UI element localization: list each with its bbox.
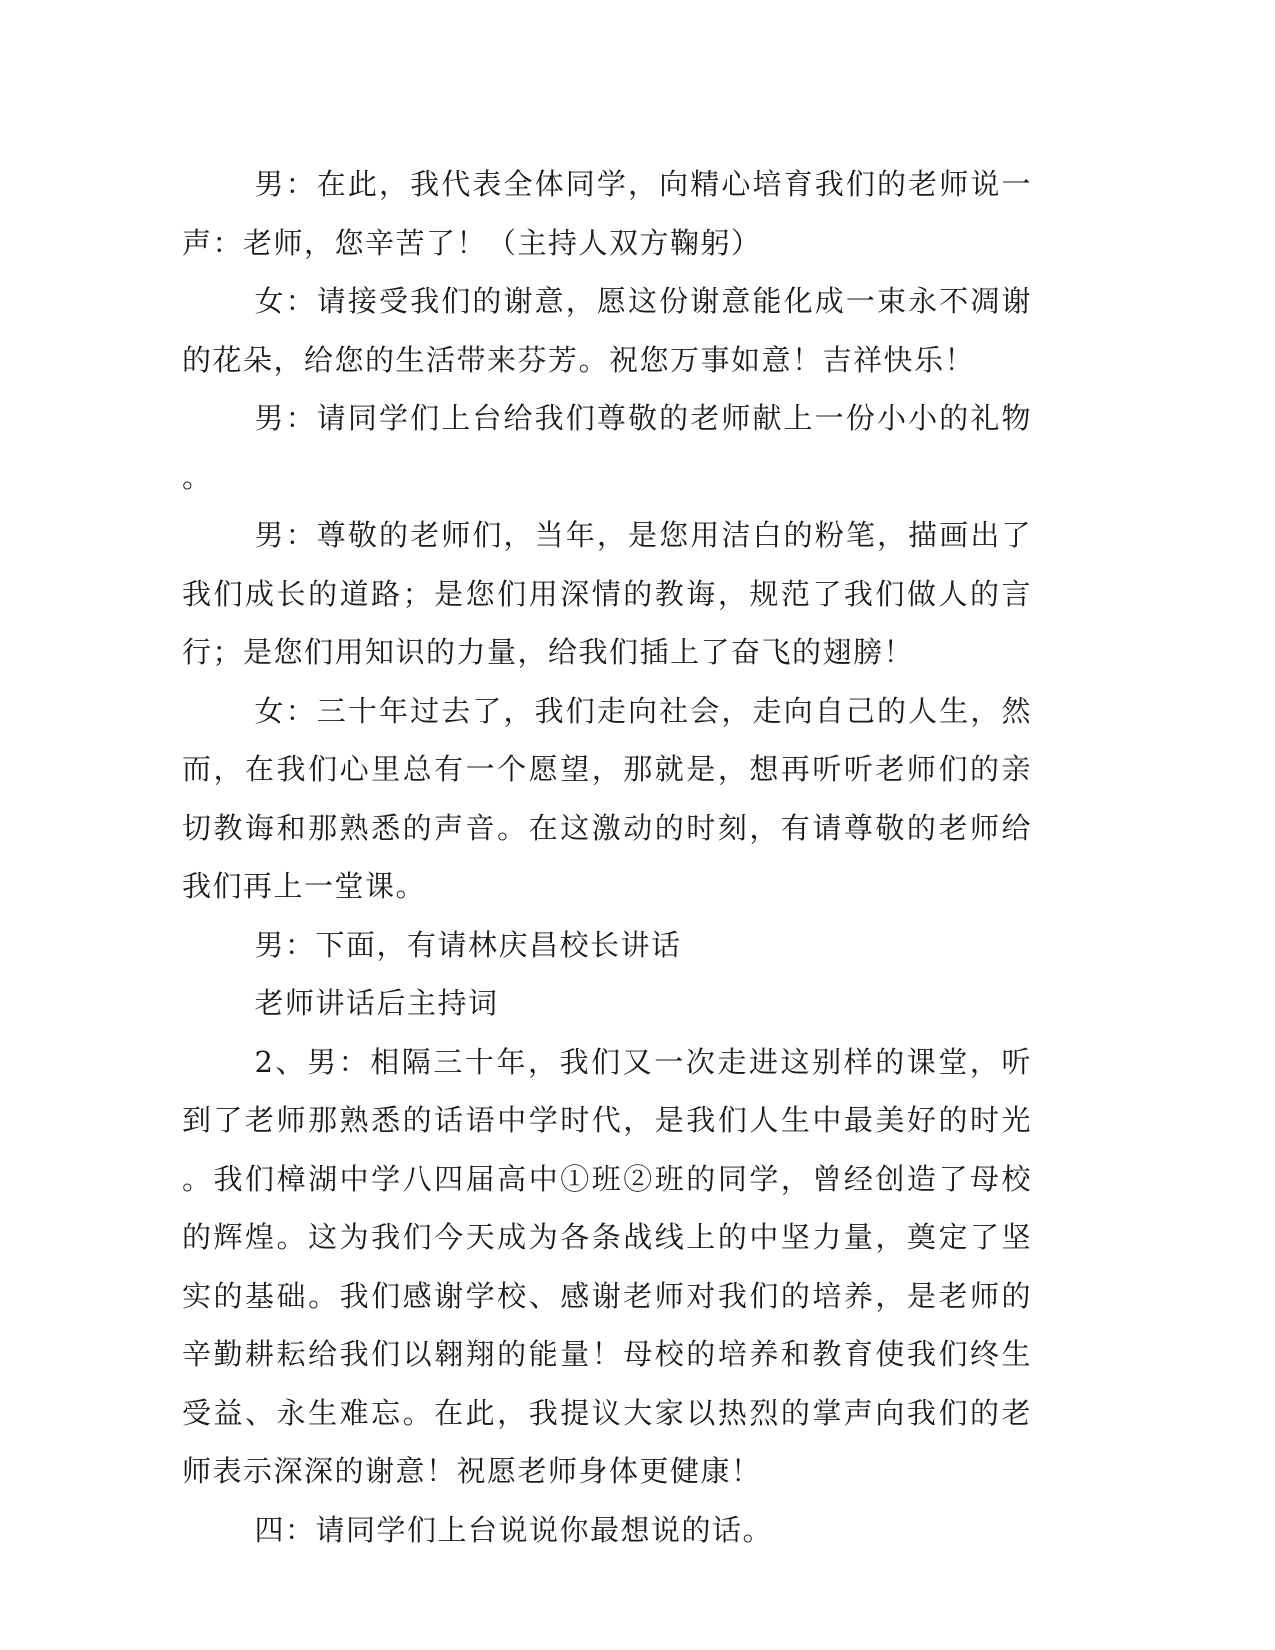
paragraph-thanks-teachers: 男：在此，我代表全体同学，向精心培育我们的老师说一声：老师，您辛苦了！（主持人双方鞠躬） — [182, 167, 1032, 260]
paragraph-thirty-years: 女：三十年过去了，我们走向社会，走向自己的人生，然而，在我们心里总有一个愿望，那就是，想再听听老师们的亲切教诲和那熟悉的声音。在这激动的时刻，有请尊敬的老师给我们再上一堂课。 — [182, 693, 1032, 903]
paragraph-students-speak: 四：请同学们上台说说你最想说的话。 — [254, 1512, 774, 1547]
paragraph-gratitude-flowers: 女：请接受我们的谢意，愿这份谢意能化成一束永不凋谢的花朵，给您的生活带来芬芳。祝您万事如意！吉祥快乐！ — [182, 284, 1032, 377]
paragraph-respected-teachers: 男：尊敬的老师们，当年，是您用洁白的粉笔，描画出了我们成长的道路；是您们用深情的教诲，规范了我们做人的言行；是您们用知识的力量，给我们插上了奋飞的翅膀！ — [182, 518, 1032, 669]
paragraph-classroom-again: 2、男：相隔三十年，我们又一次走进这别样的课堂，听到了老师那熟悉的话语中学时代，是我们人生中最美好的时光。我们樟湖中学八四届高中①班②班的同学，曾经创造了母校的辉煌。这为我们今天成为各条战线上的中坚力量，奠定了坚实的基础。我们感谢学校、感谢老师对我们的培养，是老师的辛勤耕耘给我们以翱翔的能量！母校的培养和教育使我们终生受益、永生难忘。在此，我提议大家以热烈的掌声向我们的老师表示深深的谢意！祝愿老师身体更健康！ — [182, 1044, 1032, 1488]
paragraph-section-heading: 老师讲话后主持词 — [254, 986, 499, 1020]
document-body — [182, 155, 1032, 1559]
paragraph-principal-speech: 男：下面，有请林庆昌校长讲话 — [254, 927, 682, 962]
paragraph-gift-invitation: 男：请同学们上台给我们尊敬的老师献上一份小小的礼物。 — [182, 401, 1032, 494]
